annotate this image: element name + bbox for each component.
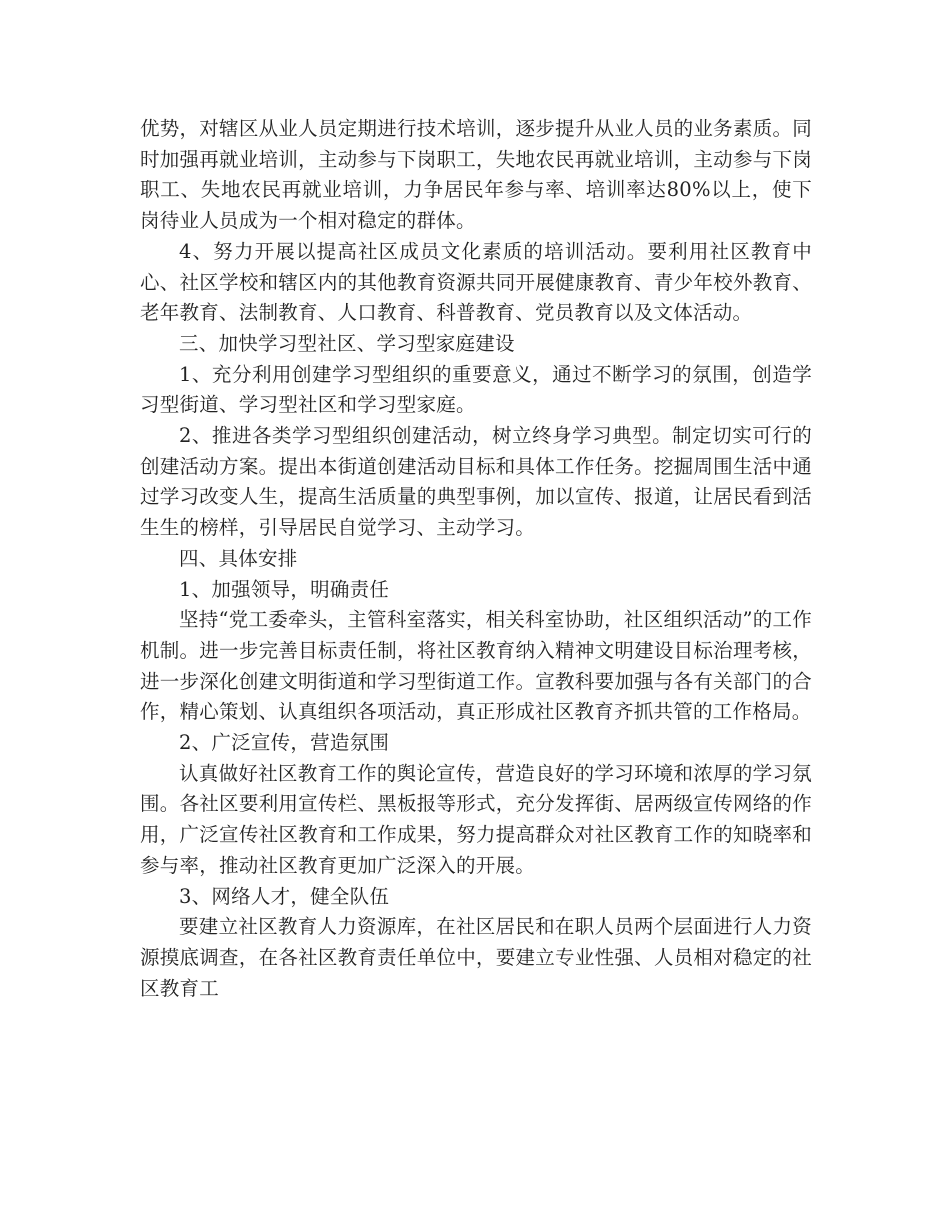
document-body [140,114,812,1004]
paragraph-talent-team: 要建立社区教育人力资源库，在社区居民和在职人员两个层面进行人力资源摸底调查，在各社区教育责任单位中，要建立专业性强、人员相对稳定的社区教育工 [140,915,812,1000]
section-heading-4: 四、具体安排 [179,546,298,570]
paragraph-item-1-learning-organization: 1、充分利用创建学习型组织的重要意义，通过不断学习的氛围，创造学习型街道、学习型社区和学习型家庭。 [140,362,812,417]
paragraph-publicity: 认真做好社区教育工作的舆论宣传，营造良好的学习环境和浓厚的学习氛围。各社区要利用宣传栏、黑板报等形式，充分发挥街、居两级宣传网络的作用，广泛宣传社区教育和工作成果，努力提高群众对社区教育工作的知晓率和参与率，推动社区教育更加广泛深入的开展。 [140,761,812,877]
subheading-3-talent: 3、网络人才，健全队伍 [179,884,390,908]
paragraph-leadership-mechanism: 坚持“党工委牵头，主管科室落实，相关科室协助，社区组织活动”的工作机制。进一步完善目标责任制，将社区教育纳入精神文明建设目标治理考核，进一步深化创建文明街道和学习型街道工作。宣教科要加强与各有关部门的合作，精心策划、认真组织各项活动，真正形成社区教育齐抓共管的工作格局。 [140,608,812,724]
paragraph-training-continued: 优势，对辖区从业人员定期进行技术培训，逐步提升从业人员的业务素质。同时加强再就业培训，主动参与下岗职工，失地农民再就业培训，主动参与下岗职工、失地农民再就业培训，力争居民年参与率、培训率达80%以上，使下岗待业人员成为一个相对稳定的群体。 [140,117,812,233]
subheading-2-publicity: 2、广泛宣传，营造氛围 [179,731,390,755]
paragraph-item-4-cultural-training: 4、努力开展以提高社区成员文化素质的培训活动。要利用社区教育中心、社区学校和辖区内的其他教育资源共同开展健康教育、青少年校外教育、老年教育、法制教育、人口教育、科普教育、党员教育以及文体活动。 [140,239,812,325]
paragraph-item-2-creation-activities: 2、推进各类学习型组织创建活动，树立终身学习典型。制定切实可行的创建活动方案。提出本街道创建活动目标和具体工作任务。挖掘周围生活中通过学习改变人生，提高生活质量的典型事例，加以宣传、报道，让居民看到活生生的榜样，引导居民自觉学习、主动学习。 [140,424,812,540]
section-heading-3: 三、加快学习型社区、学习型家庭建设 [179,331,515,355]
subheading-1-leadership: 1、加强领导，明确责任 [179,577,390,601]
